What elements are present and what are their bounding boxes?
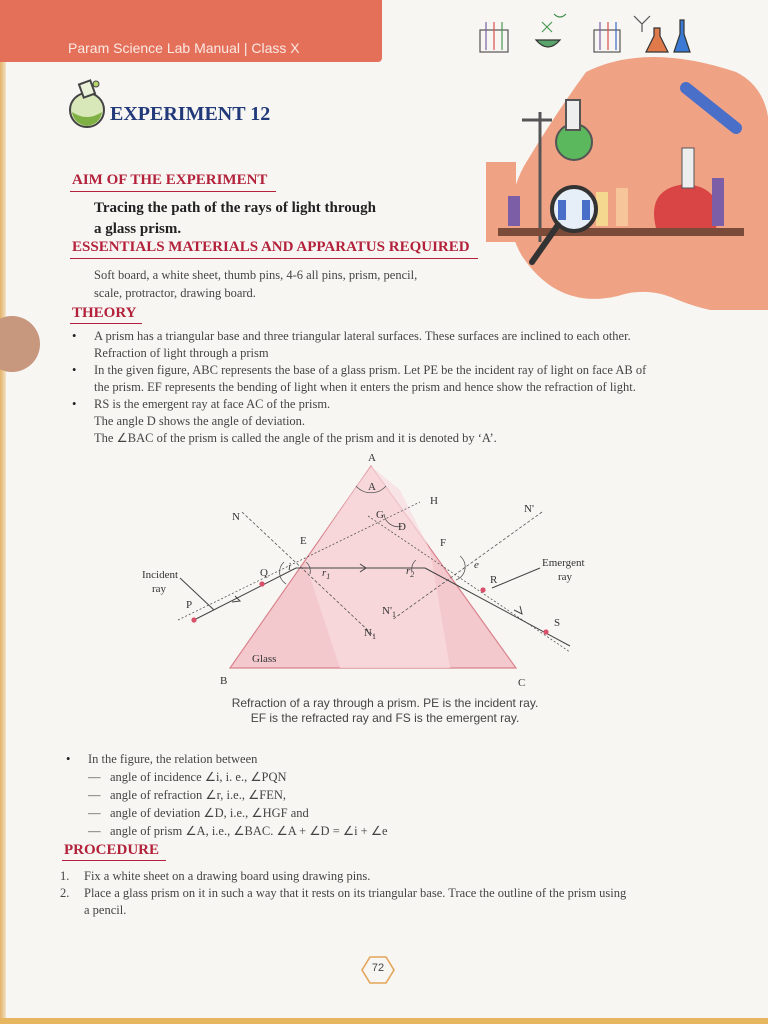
relation-item-3: — angle of deviation ∠D, i.e., ∠HGF and bbox=[88, 806, 309, 820]
experiment-title: EXPERIMENT 12 bbox=[110, 103, 271, 125]
lab-illustration bbox=[486, 52, 768, 310]
header-title: Param Science Lab Manual | Class X bbox=[68, 40, 300, 56]
label-e-angle: e bbox=[474, 559, 479, 571]
procedure-step-2: 2. Place a glass prism on it in such a way that it rests on its triangular base. Trace the outline of the prism using bbox=[60, 886, 627, 900]
page-bottom-edge bbox=[0, 1018, 768, 1024]
aim-heading: AIM OF THE EXPERIMENT bbox=[72, 172, 268, 188]
label-d: D bbox=[398, 521, 406, 533]
materials-underline bbox=[70, 258, 478, 259]
page-number: 72 bbox=[371, 962, 385, 974]
theory-bullet-2-cont: the prism. EF represents the bending of light when it enters the prism and hence show the refraction of light. bbox=[94, 380, 636, 394]
relation-intro: • In the figure, the relation between bbox=[66, 750, 726, 768]
theory-bullet-3-cont-2: The ∠BAC of the prism is called the angle of the prism and it is denoted by ‘A’. bbox=[94, 431, 497, 445]
label-p: P bbox=[186, 599, 193, 611]
theory-bullet-2: • In the given figure, ABC represents the base of a glass prism. Let PE be the incident ray of light on face AB of bbox=[72, 362, 722, 379]
materials-line-2: scale, protractor, drawing board. bbox=[94, 286, 256, 300]
materials-heading: ESSENTIALS MATERIALS AND APPARATUS REQUIRED bbox=[72, 239, 470, 255]
theory-heading: THEORY bbox=[72, 305, 137, 321]
lab-equipment-icons bbox=[470, 8, 700, 58]
label-incident-1: Incident bbox=[142, 569, 179, 581]
label-f: F bbox=[440, 537, 447, 549]
label-c: C bbox=[518, 677, 526, 689]
label-b: B bbox=[220, 675, 228, 687]
page-binding-edge bbox=[0, 0, 6, 1024]
caption-line-1: Refraction of a ray through a prism. PE is the incident ray. bbox=[231, 696, 539, 710]
aim-line-2: a glass prism. bbox=[94, 221, 182, 237]
relation-item-2: — angle of refraction ∠r, i.e., ∠FEN, bbox=[88, 788, 287, 802]
procedure-list bbox=[60, 868, 720, 919]
theory-bullet-1: • A prism has a triangular base and three triangular lateral surfaces. These surfaces are inclined to each other. bbox=[72, 328, 722, 345]
prism-diagram bbox=[130, 450, 610, 700]
pin-q bbox=[259, 581, 264, 586]
materials-text bbox=[94, 266, 474, 302]
aim-text bbox=[94, 198, 376, 240]
theory-list bbox=[72, 328, 722, 447]
label-r: R bbox=[490, 574, 498, 586]
label-emergent-1: Emergent bbox=[542, 557, 585, 569]
theory-underline bbox=[70, 323, 142, 324]
label-emergent-2: ray bbox=[558, 571, 573, 583]
pin-p bbox=[191, 617, 196, 622]
label-q: Q bbox=[260, 567, 268, 579]
label-n: N bbox=[232, 511, 240, 523]
aim-line-1: Tracing the path of the rays of light through bbox=[94, 200, 376, 216]
relation-item-4: — angle of prism ∠A, i.e., ∠BAC. ∠A + ∠D = ∠i + ∠e bbox=[88, 824, 388, 838]
aim-underline bbox=[70, 191, 276, 192]
label-h: H bbox=[430, 495, 438, 507]
pin-s bbox=[543, 629, 548, 634]
flask-icon bbox=[66, 78, 108, 130]
label-glass: Glass bbox=[252, 653, 277, 665]
label-n-prime: N' bbox=[524, 503, 534, 515]
relation-block bbox=[66, 750, 726, 840]
theory-bullet-3-cont-1: The angle D shows the angle of deviation. bbox=[94, 414, 306, 428]
label-i: i bbox=[288, 561, 292, 573]
label-s: S bbox=[554, 617, 561, 629]
label-a: A bbox=[368, 452, 376, 464]
thumb-on-page bbox=[0, 316, 40, 372]
label-a-inner: A bbox=[368, 481, 376, 493]
procedure-heading: PROCEDURE bbox=[64, 842, 160, 858]
label-r2: $r_2$ bbox=[406, 565, 415, 579]
relation-item-1: — angle of incidence ∠i, i. e., ∠PQN bbox=[88, 770, 287, 784]
theory-bullet-3: • RS is the emergent ray at face AC of the prism. bbox=[72, 396, 722, 413]
procedure-step-2-cont: a pencil. bbox=[84, 903, 127, 917]
caption-line-2: EF is the refracted ray and FS is the emergent ray. bbox=[250, 711, 520, 725]
label-g: G bbox=[376, 509, 384, 521]
label-r1: $r_1$ bbox=[322, 567, 331, 581]
materials-line-1: Soft board, a white sheet, thumb pins, 4-6 all pins, prism, pencil, bbox=[94, 268, 418, 282]
label-n1-prime: $N'_1$ bbox=[382, 605, 396, 619]
pin-r bbox=[480, 587, 485, 592]
procedure-step-1: 1. Fix a white sheet on a drawing board using drawing pins. bbox=[60, 869, 371, 883]
procedure-underline bbox=[62, 860, 166, 861]
label-incident-2: ray bbox=[152, 583, 167, 595]
theory-bullet-1-cont: Refraction of light through a prism bbox=[94, 346, 269, 360]
label-n1: $N_1$ bbox=[364, 627, 376, 641]
label-e: E bbox=[300, 535, 307, 547]
